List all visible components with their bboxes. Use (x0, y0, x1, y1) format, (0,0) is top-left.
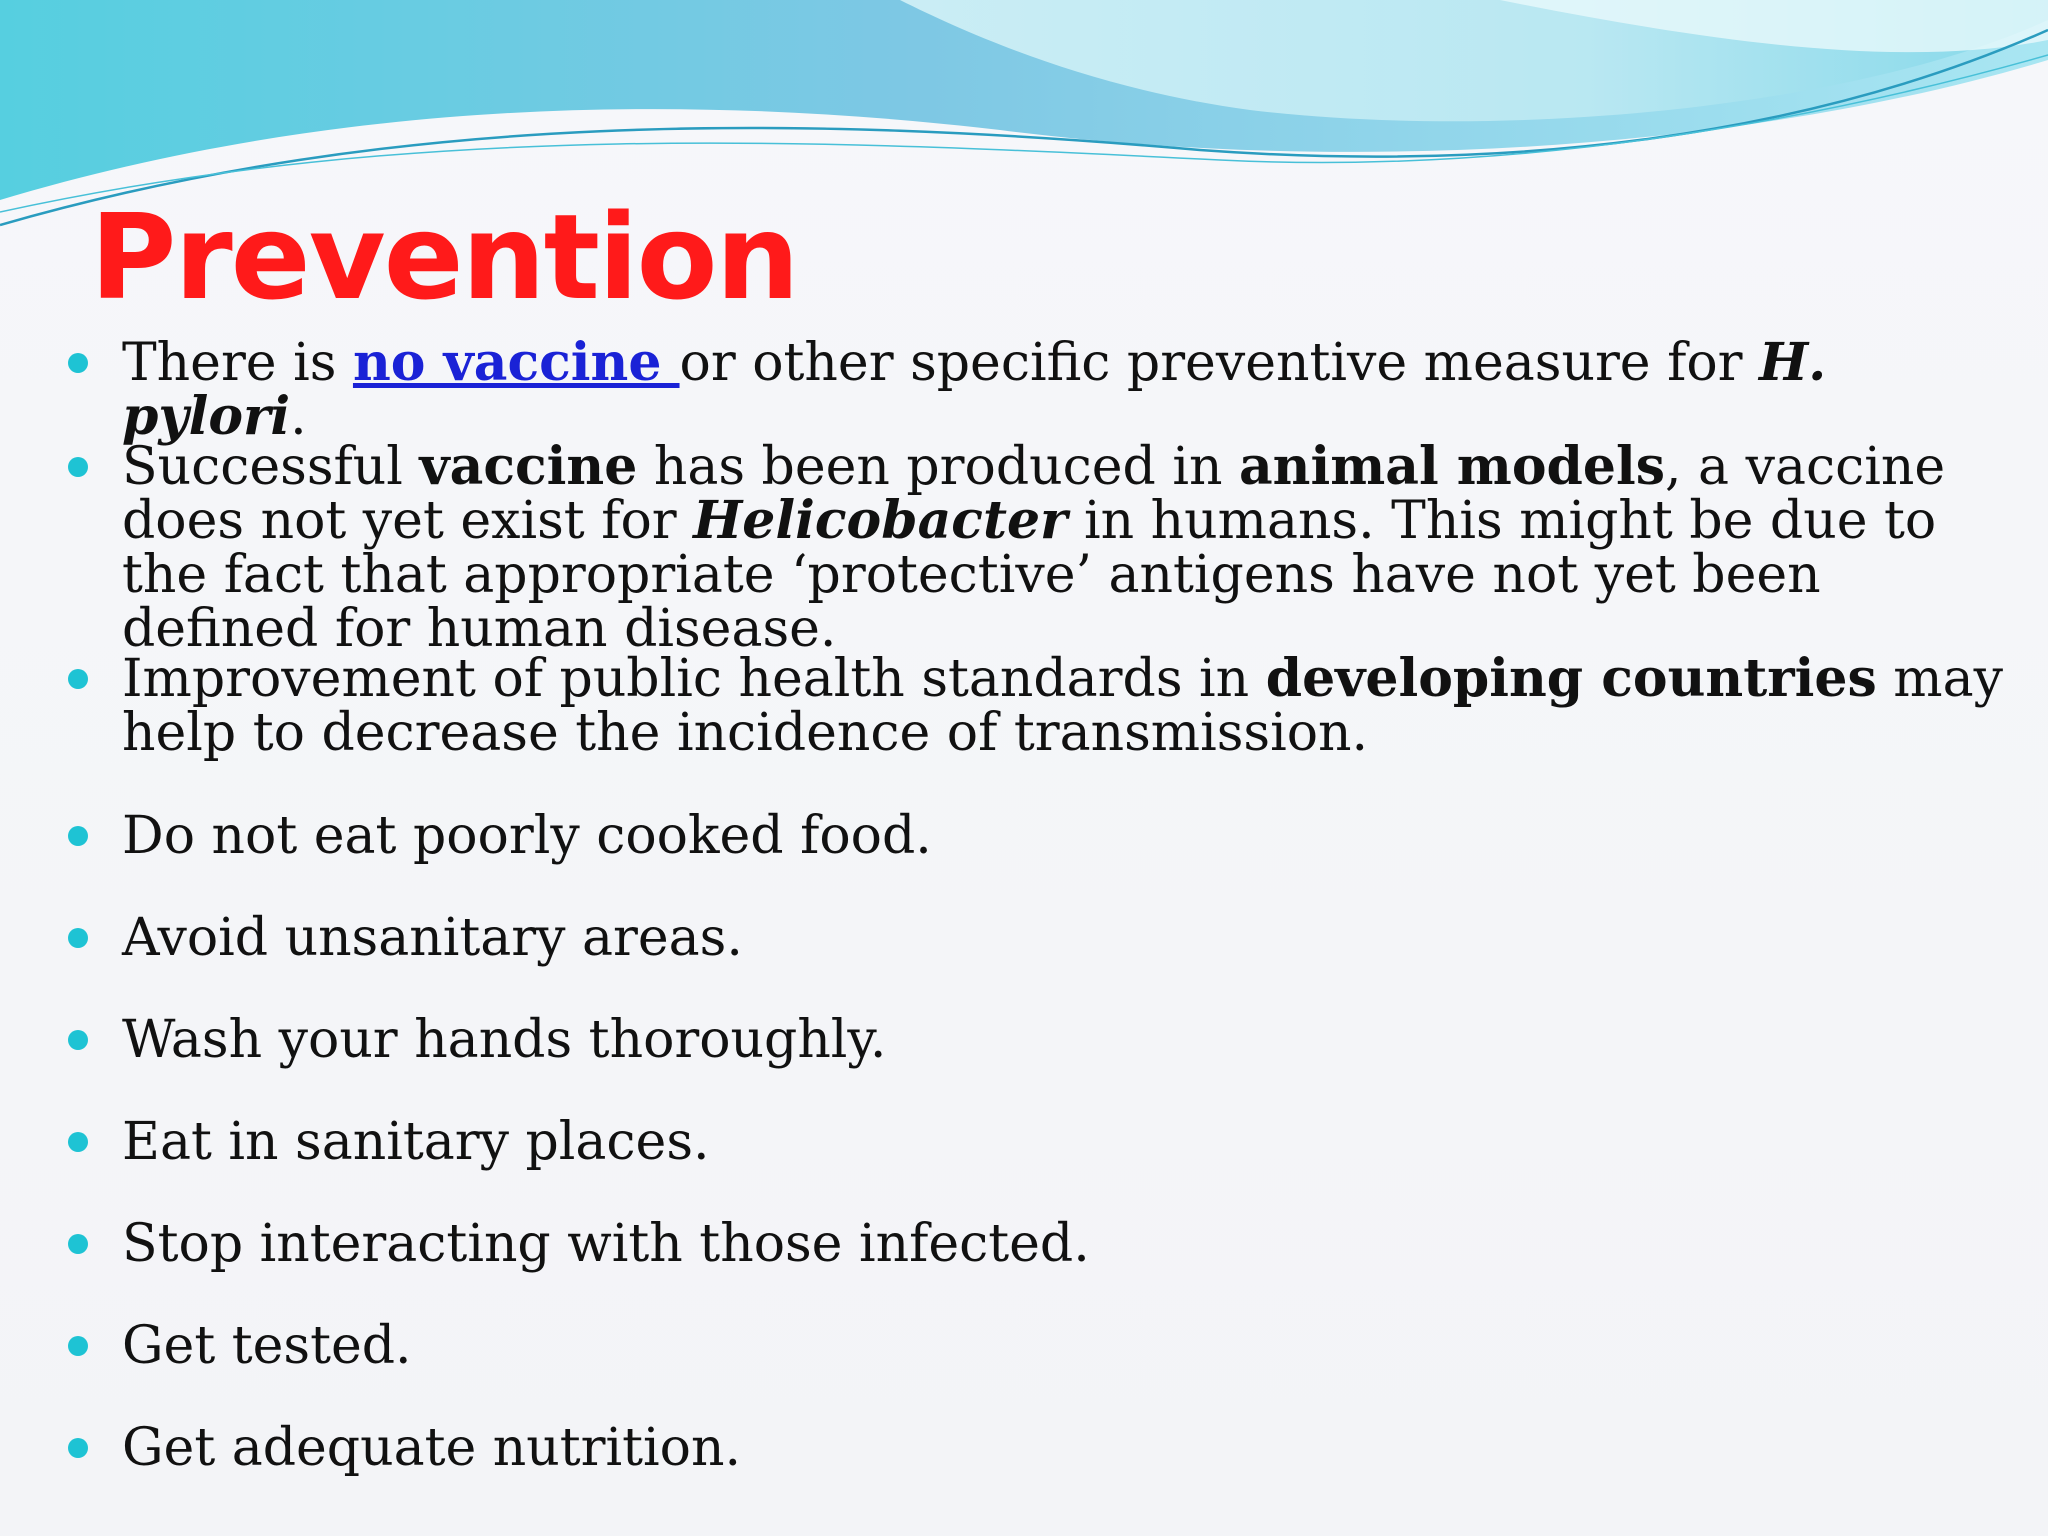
filled-circle-bullet-icon (68, 826, 88, 846)
bullet-item (122, 1010, 2022, 1070)
bullet-item (122, 1112, 2022, 1172)
bullet-item (122, 806, 2022, 866)
emphasis-text: Helicobacter (693, 490, 1068, 551)
filled-circle-bullet-icon (68, 1132, 88, 1152)
bullet-item (122, 436, 2022, 659)
bullet-text: Get adequate nutrition. (122, 1418, 741, 1478)
bullet-text: There is (122, 333, 353, 393)
bullet-item (122, 908, 2022, 968)
bullet-text: or other specific preventive measure for (679, 333, 1760, 393)
filled-circle-bullet-icon (68, 353, 88, 373)
filled-circle-bullet-icon (68, 1336, 88, 1356)
bullet-item (122, 1316, 2022, 1376)
bullet-item (122, 332, 2022, 447)
filled-circle-bullet-icon (68, 1234, 88, 1254)
bullet-item (122, 648, 2022, 763)
bullet-item (122, 1214, 2022, 1274)
bullet-text: . (290, 387, 307, 447)
filled-circle-bullet-icon (68, 457, 88, 477)
bullet-text: Get tested. (122, 1316, 412, 1376)
filled-circle-bullet-icon (68, 1438, 88, 1458)
bullet-text: may help to decrease the incidence of transmission. (122, 649, 2003, 763)
bullet-text: Wash your hands thoroughly. (122, 1010, 887, 1070)
bullet-text: Improvement of public health standards in (122, 649, 1266, 709)
filled-circle-bullet-icon (68, 1030, 88, 1050)
bullet-text: in humans. This might be due to the fact that appropriate ‘protective’ antigens have not yet been defined for human disease. (122, 491, 1937, 659)
bullet-text: Stop interacting with those infected. (122, 1214, 1090, 1274)
bullet-text: Avoid unsanitary areas. (122, 908, 743, 968)
bullet-text: Successful (122, 437, 420, 497)
bold-text: vaccine (419, 436, 638, 497)
emphasis-text: H. pylori (122, 332, 1827, 447)
filled-circle-bullet-icon (68, 669, 88, 689)
bullet-text: Eat in sanitary places. (122, 1112, 710, 1172)
bullet-text: Do not eat poorly cooked food. (122, 806, 932, 866)
bold-text: developing countries (1265, 648, 1877, 709)
slide-title: Prevention (90, 188, 798, 326)
bullet-text: , a vaccine does not yet exist for (122, 437, 1946, 551)
filled-circle-bullet-icon (68, 928, 88, 948)
no-vaccine-link[interactable]: no vaccine (352, 332, 680, 393)
bold-text: animal models (1238, 436, 1665, 497)
bullet-text: has been produced in (637, 437, 1239, 497)
bullet-item (122, 1418, 2022, 1478)
